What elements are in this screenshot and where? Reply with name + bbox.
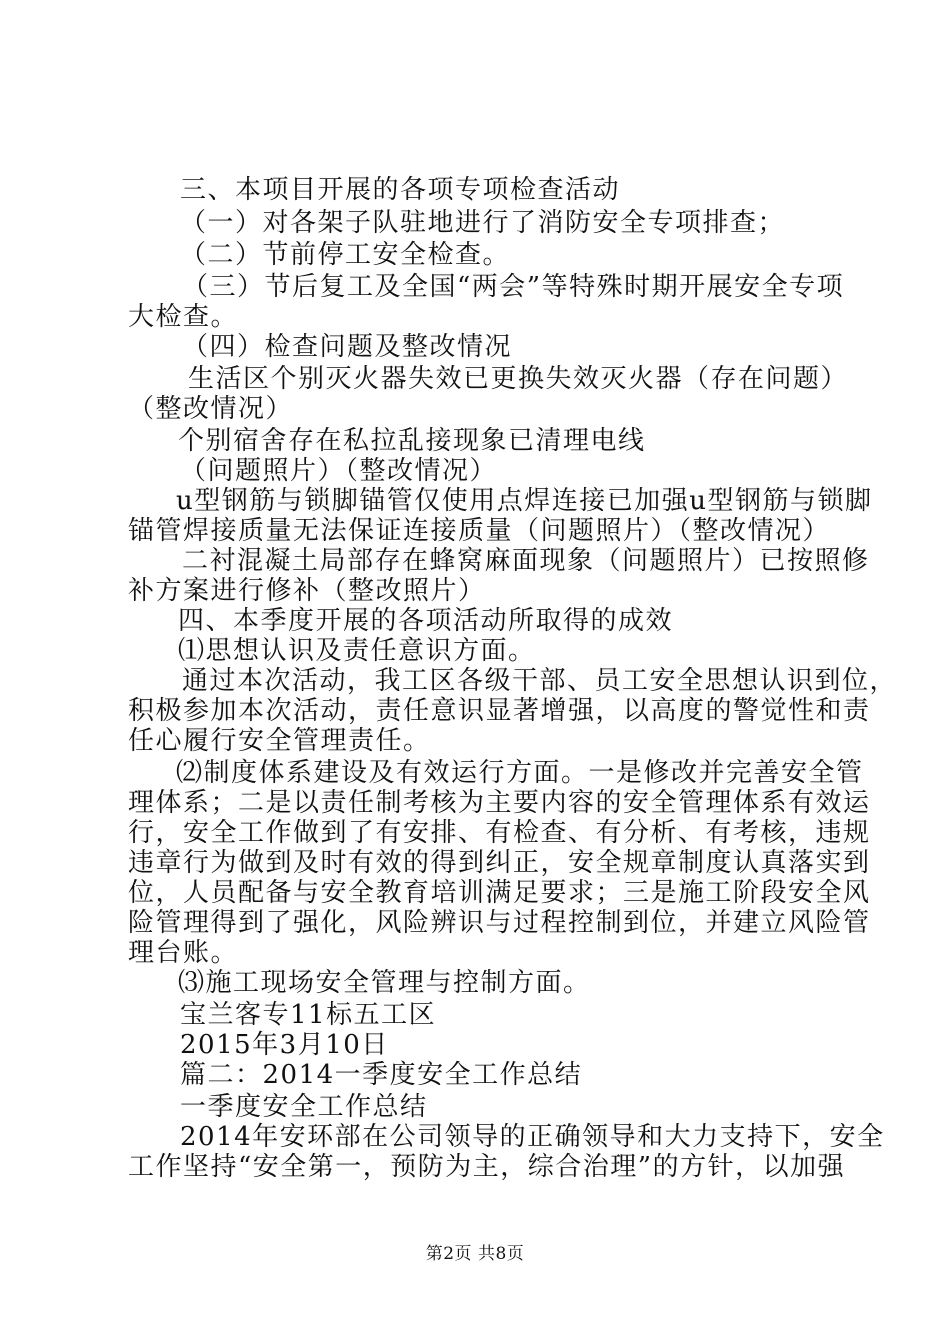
text-line: 理台账。 — [128, 938, 239, 968]
text-line: （一）对各架子队驻地进行了消防安全专项排查； — [180, 208, 786, 238]
signature-date: 2015年3月10日 — [180, 1030, 389, 1060]
text-line: 通过本次活动，我工区各级干部、员工安全思想认识到位， — [182, 666, 898, 696]
text-line: 理体系；二是以责任制考核为主要内容的安全管理体系有效运 — [128, 788, 871, 818]
text-line: 2014年安环部在公司领导的正确领导和大力支持下，安全 — [180, 1122, 885, 1152]
text-line: 二衬混凝土局部存在蜂窝麻面现象（问题照片）已按照修 — [182, 546, 870, 576]
text-line: 积极参加本次活动，责任意识显著增强，以高度的警觉性和责 — [128, 696, 871, 726]
text-line: 锚管焊接质量无法保证连接质量（问题照片）（整改情况） — [128, 516, 831, 546]
chapter-title: 篇二：2014一季度安全工作总结 — [180, 1060, 583, 1090]
report-title: 一季度安全工作总结 — [180, 1092, 428, 1122]
text-line: 生活区个别灭火器失效已更换失效灭火器（存在问题） — [188, 364, 849, 394]
text-line: 行，安全工作做到了有安排、有检查、有分析、有考核，违规 — [128, 818, 871, 848]
section-heading-3: 三、本项目开展的各项专项检查活动 — [180, 175, 621, 205]
text-line: 险管理得到了强化，风险辨识与过程控制到位，并建立风险管 — [128, 908, 871, 938]
text-line: 任心履行安全管理责任。 — [128, 726, 431, 756]
text-line: （三）节后复工及全国“两会”等特殊时期开展安全专项 — [182, 272, 845, 302]
page-footer: 第2页 共8页 — [425, 1244, 525, 1264]
text-line: u型钢筋与锁脚锚管仅使用点焊连接已加强u型钢筋与锁脚 — [176, 486, 873, 516]
text-line: 个别宿舍存在私拉乱接现象已清理电线 — [178, 426, 646, 456]
text-line: 补方案进行修补（整改照片） — [128, 576, 486, 606]
text-line: （四）检查问题及整改情况 — [182, 332, 513, 362]
text-line: （二）节前停工安全检查。 — [180, 240, 511, 270]
text-line: 违章行为做到及时有效的得到纠正，安全规章制度认真落实到 — [128, 848, 871, 878]
section-heading-4: 四、本季度开展的各项活动所取得的成效 — [178, 606, 674, 636]
text-line: （问题照片）（整改情况） — [180, 456, 498, 486]
signature-unit: 宝兰客专11标五工区 — [180, 1000, 437, 1030]
text-line: ⑴思想认识及责任意识方面。 — [178, 636, 536, 666]
text-line: 大检查。 — [128, 302, 239, 332]
text-line: 工作坚持“安全第一，预防为主，综合治理”的方针，以加强 — [128, 1152, 846, 1182]
text-line: （整改情况） — [128, 394, 294, 424]
text-line: ⑵制度体系建设及有效运行方面。一是修改并完善安全管 — [176, 758, 864, 788]
text-line: 位，人员配备与安全教育培训满足要求；三是施工阶段安全风 — [128, 878, 871, 908]
text-line: ⑶施工现场安全管理与控制方面。 — [178, 968, 591, 998]
